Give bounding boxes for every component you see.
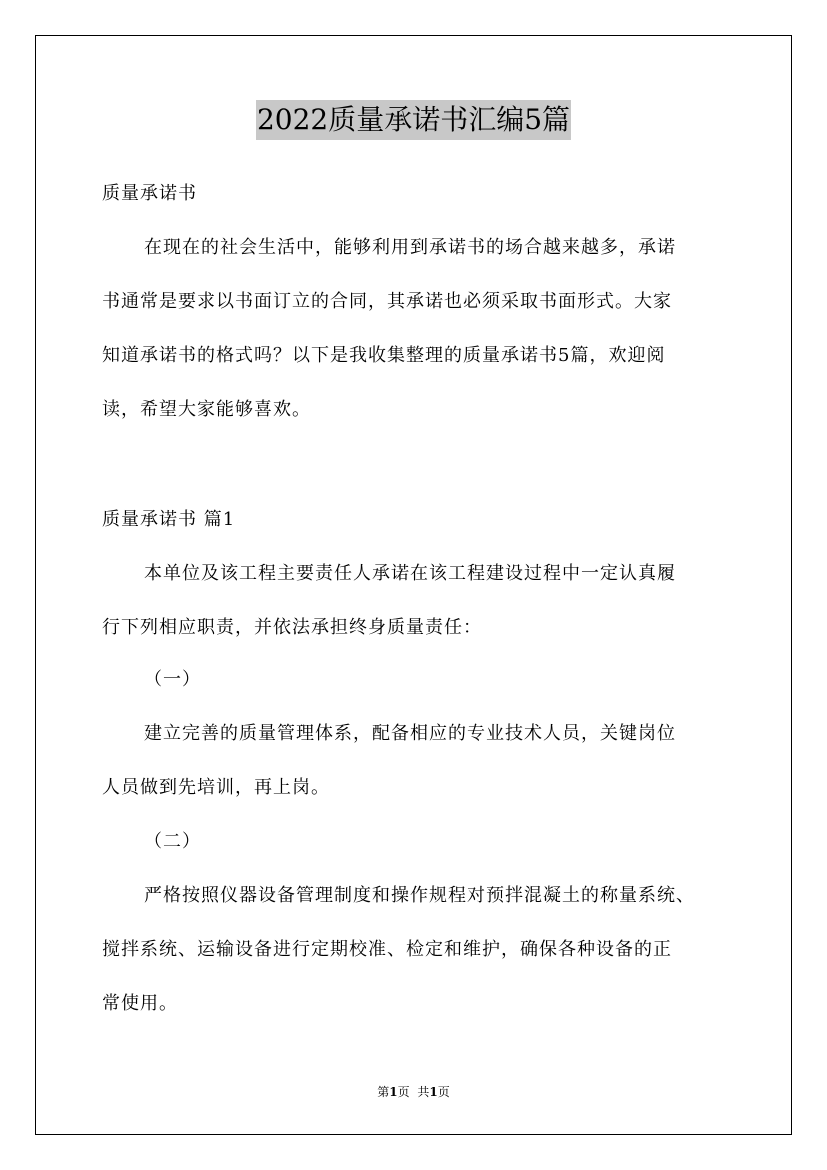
paragraph-line: 行下列相应职责，并依法承担终身质量责任： xyxy=(102,617,482,638)
paragraph-line: 在现在的社会生活中，能够利用到承诺书的场合越来越多，承诺 xyxy=(144,237,676,258)
item-number: （二） xyxy=(144,831,201,852)
document-title: 2022质量承诺书汇编5篇 xyxy=(256,100,571,140)
section-heading: 质量承诺书 篇1 xyxy=(102,509,236,530)
paragraph-line: 读，希望大家能够喜欢。 xyxy=(102,399,311,420)
paragraph-line: 书通常是要求以书面订立的合同，其承诺也必须采取书面形式。大家 xyxy=(102,291,672,312)
paragraph-line: 知道承诺书的格式吗？以下是我收集整理的质量承诺书5篇，欢迎阅 xyxy=(102,345,666,366)
paragraph-line: 搅拌系统、运输设备进行定期校准、检定和维护，确保各种设备的正 xyxy=(102,939,672,960)
footer-total-prefix: 共 xyxy=(417,1085,430,1099)
paragraph-line: 本单位及该工程主要责任人承诺在该工程建设过程中一定认真履 xyxy=(144,563,676,584)
paragraph-line: 人员做到先培训，再上岗。 xyxy=(102,777,330,798)
footer-page-prefix: 第 xyxy=(377,1085,390,1099)
document-title-wrap xyxy=(0,100,827,140)
paragraph-line: 建立完善的质量管理体系，配备相应的专业技术人员，关键岗位 xyxy=(144,723,676,744)
page-footer xyxy=(0,1084,827,1100)
paragraph-line: 严格按照仪器设备管理制度和操作规程对预拌混凝土的称量系统、 xyxy=(144,885,695,906)
section-heading: 质量承诺书 xyxy=(102,183,197,204)
footer-total-pages: 1 xyxy=(429,1085,438,1099)
item-number: （一） xyxy=(144,669,201,690)
footer-page-suffix: 页 xyxy=(397,1085,410,1099)
footer-total-suffix: 页 xyxy=(437,1085,450,1099)
paragraph-line: 常使用。 xyxy=(102,993,178,1014)
footer-page-number: 1 xyxy=(389,1085,398,1099)
